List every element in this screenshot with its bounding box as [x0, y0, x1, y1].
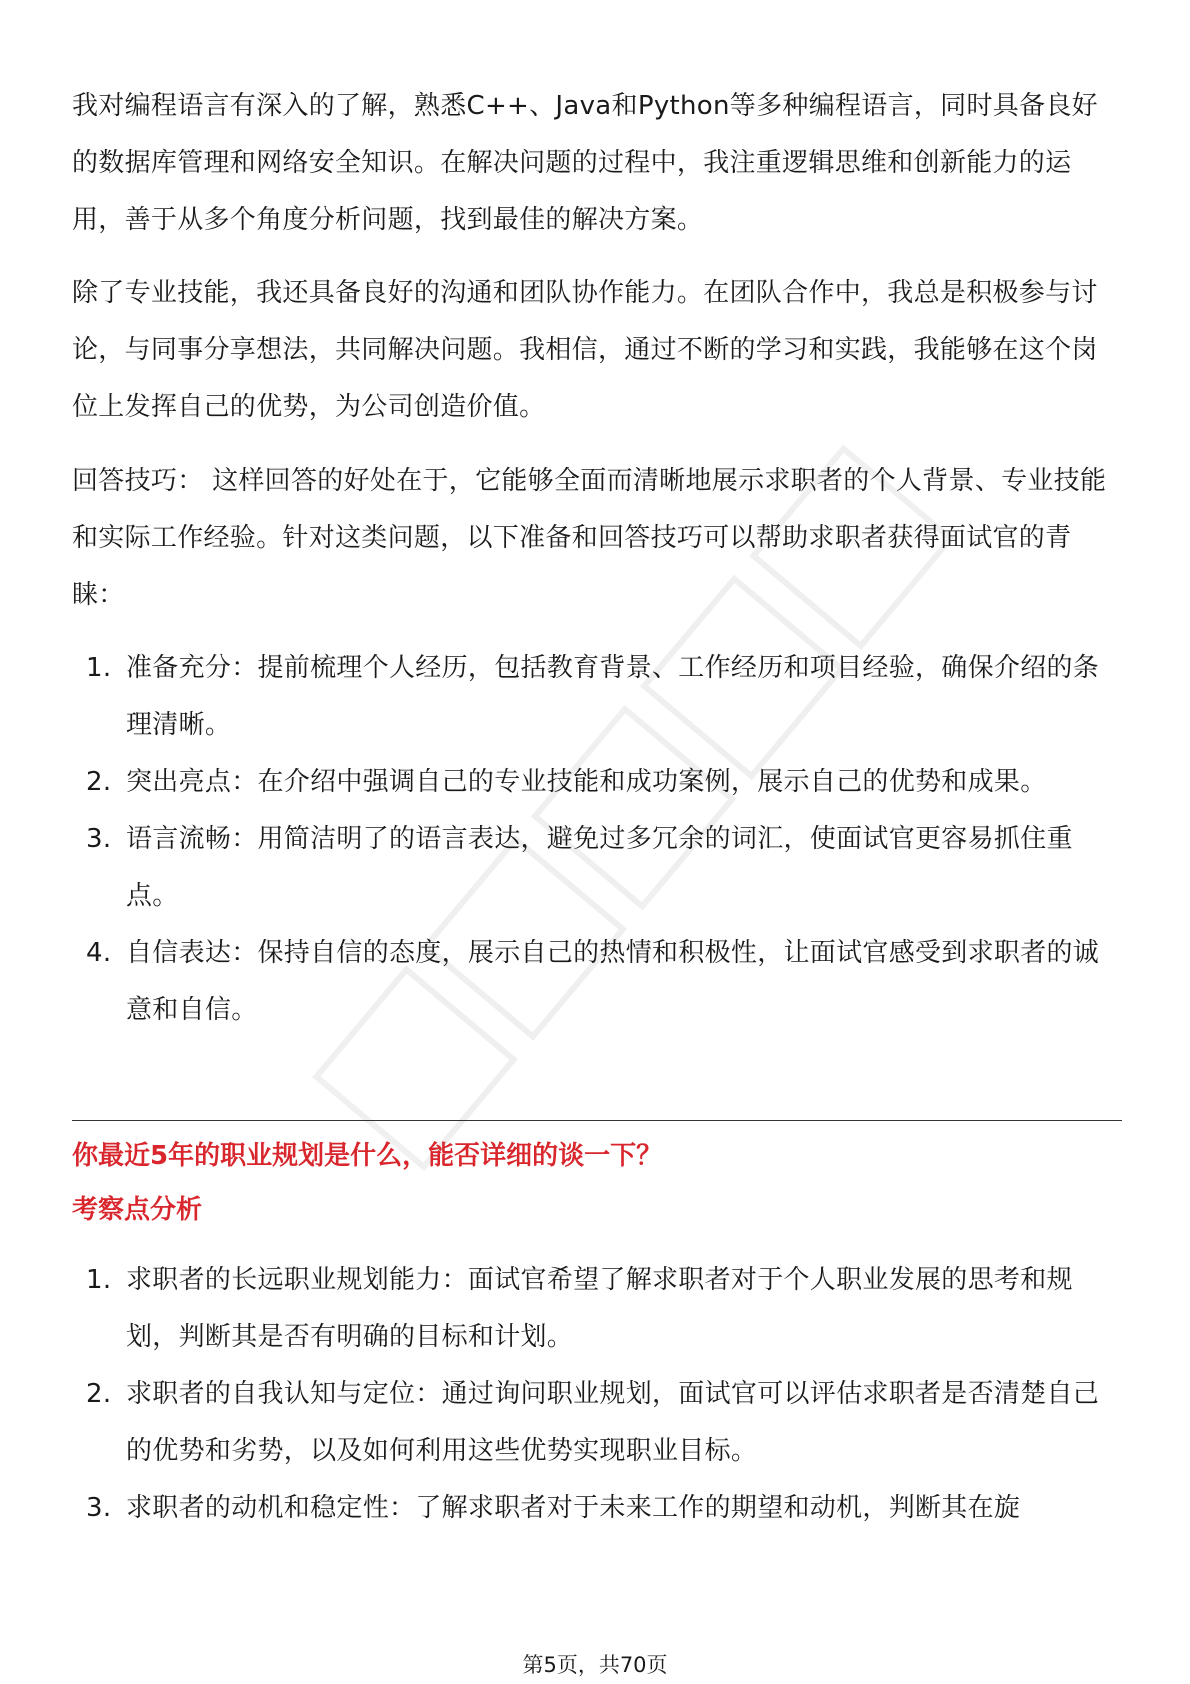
list-number: 4. — [86, 938, 112, 968]
paragraph-teamwork: 除了专业技能，我还具备良好的沟通和团队协作能力。在团队合作中，我总是积极参与讨论，与同事分享想法，共同解决问题。我相信，通过不断的学习和实践，我能够在这个岗位上发挥自己的优势，为公司创造价值。 — [72, 278, 1098, 422]
list-number: 2. — [86, 1379, 112, 1409]
paragraph-skills: 我对编程语言有深入的了解，熟悉C++、Java和Python等多种编程语言，同时具备良好的数据库管理和网络安全知识。在解决问题的过程中，我注重逻辑思维和创新能力的运用，善于从多个角度分析问题，找到最佳的解决方案。 — [72, 91, 1098, 235]
list-item — [72, 754, 1120, 811]
list-item — [72, 1366, 1120, 1480]
list-text: 突出亮点：在介绍中强调自己的专业技能和成功案例，展示自己的优势和成果。 — [126, 767, 1047, 797]
list-number: 3. — [86, 824, 112, 854]
analysis-list — [72, 1252, 1120, 1537]
question-heading: 你最近5年的职业规划是什么，能否详细的谈一下？ — [72, 1141, 663, 1171]
list-number: 1. — [86, 653, 112, 683]
list-item — [72, 1480, 1120, 1537]
list-text: 求职者的动机和稳定性：了解求职者对于未来工作的期望和动机，判断其在旋 — [126, 1493, 1021, 1523]
list-text: 语言流畅：用简洁明了的语言表达，避免过多冗余的词汇，使面试官更容易抓住重点。 — [126, 824, 1073, 911]
list-item — [72, 640, 1120, 754]
list-item — [72, 1252, 1120, 1366]
list-number: 2. — [86, 767, 112, 797]
list-number: 1. — [86, 1265, 112, 1295]
section-divider — [72, 1120, 1122, 1121]
list-text: 准备充分：提前梳理个人经历，包括教育背景、工作经历和项目经验，确保介绍的条理清晰。 — [126, 653, 1100, 740]
tips-list — [72, 640, 1120, 1039]
list-text: 自信表达：保持自信的态度，展示自己的热情和积极性，让面试官感受到求职者的诚意和自信。 — [126, 938, 1100, 1025]
list-text: 求职者的自我认知与定位：通过询问职业规划，面试官可以评估求职者是否清楚自己的优势和劣势，以及如何利用这些优势实现职业目标。 — [126, 1379, 1100, 1466]
list-item — [72, 811, 1120, 925]
list-item — [72, 925, 1120, 1039]
analysis-heading: 考察点分析 — [72, 1195, 203, 1225]
list-number: 3. — [86, 1493, 112, 1523]
paragraph-answer-tips: 回答技巧： 这样回答的好处在于，它能够全面而清晰地展示求职者的个人背景、专业技能和实际工作经验。针对这类问题，以下准备和回答技巧可以帮助求职者获得面试官的青睐： — [72, 466, 1107, 610]
list-text: 求职者的长远职业规划能力：面试官希望了解求职者对于个人职业发展的思考和规划，判断其是否有明确的目标和计划。 — [126, 1265, 1073, 1352]
page-footer: 第5页，共70页 — [522, 1653, 668, 1677]
